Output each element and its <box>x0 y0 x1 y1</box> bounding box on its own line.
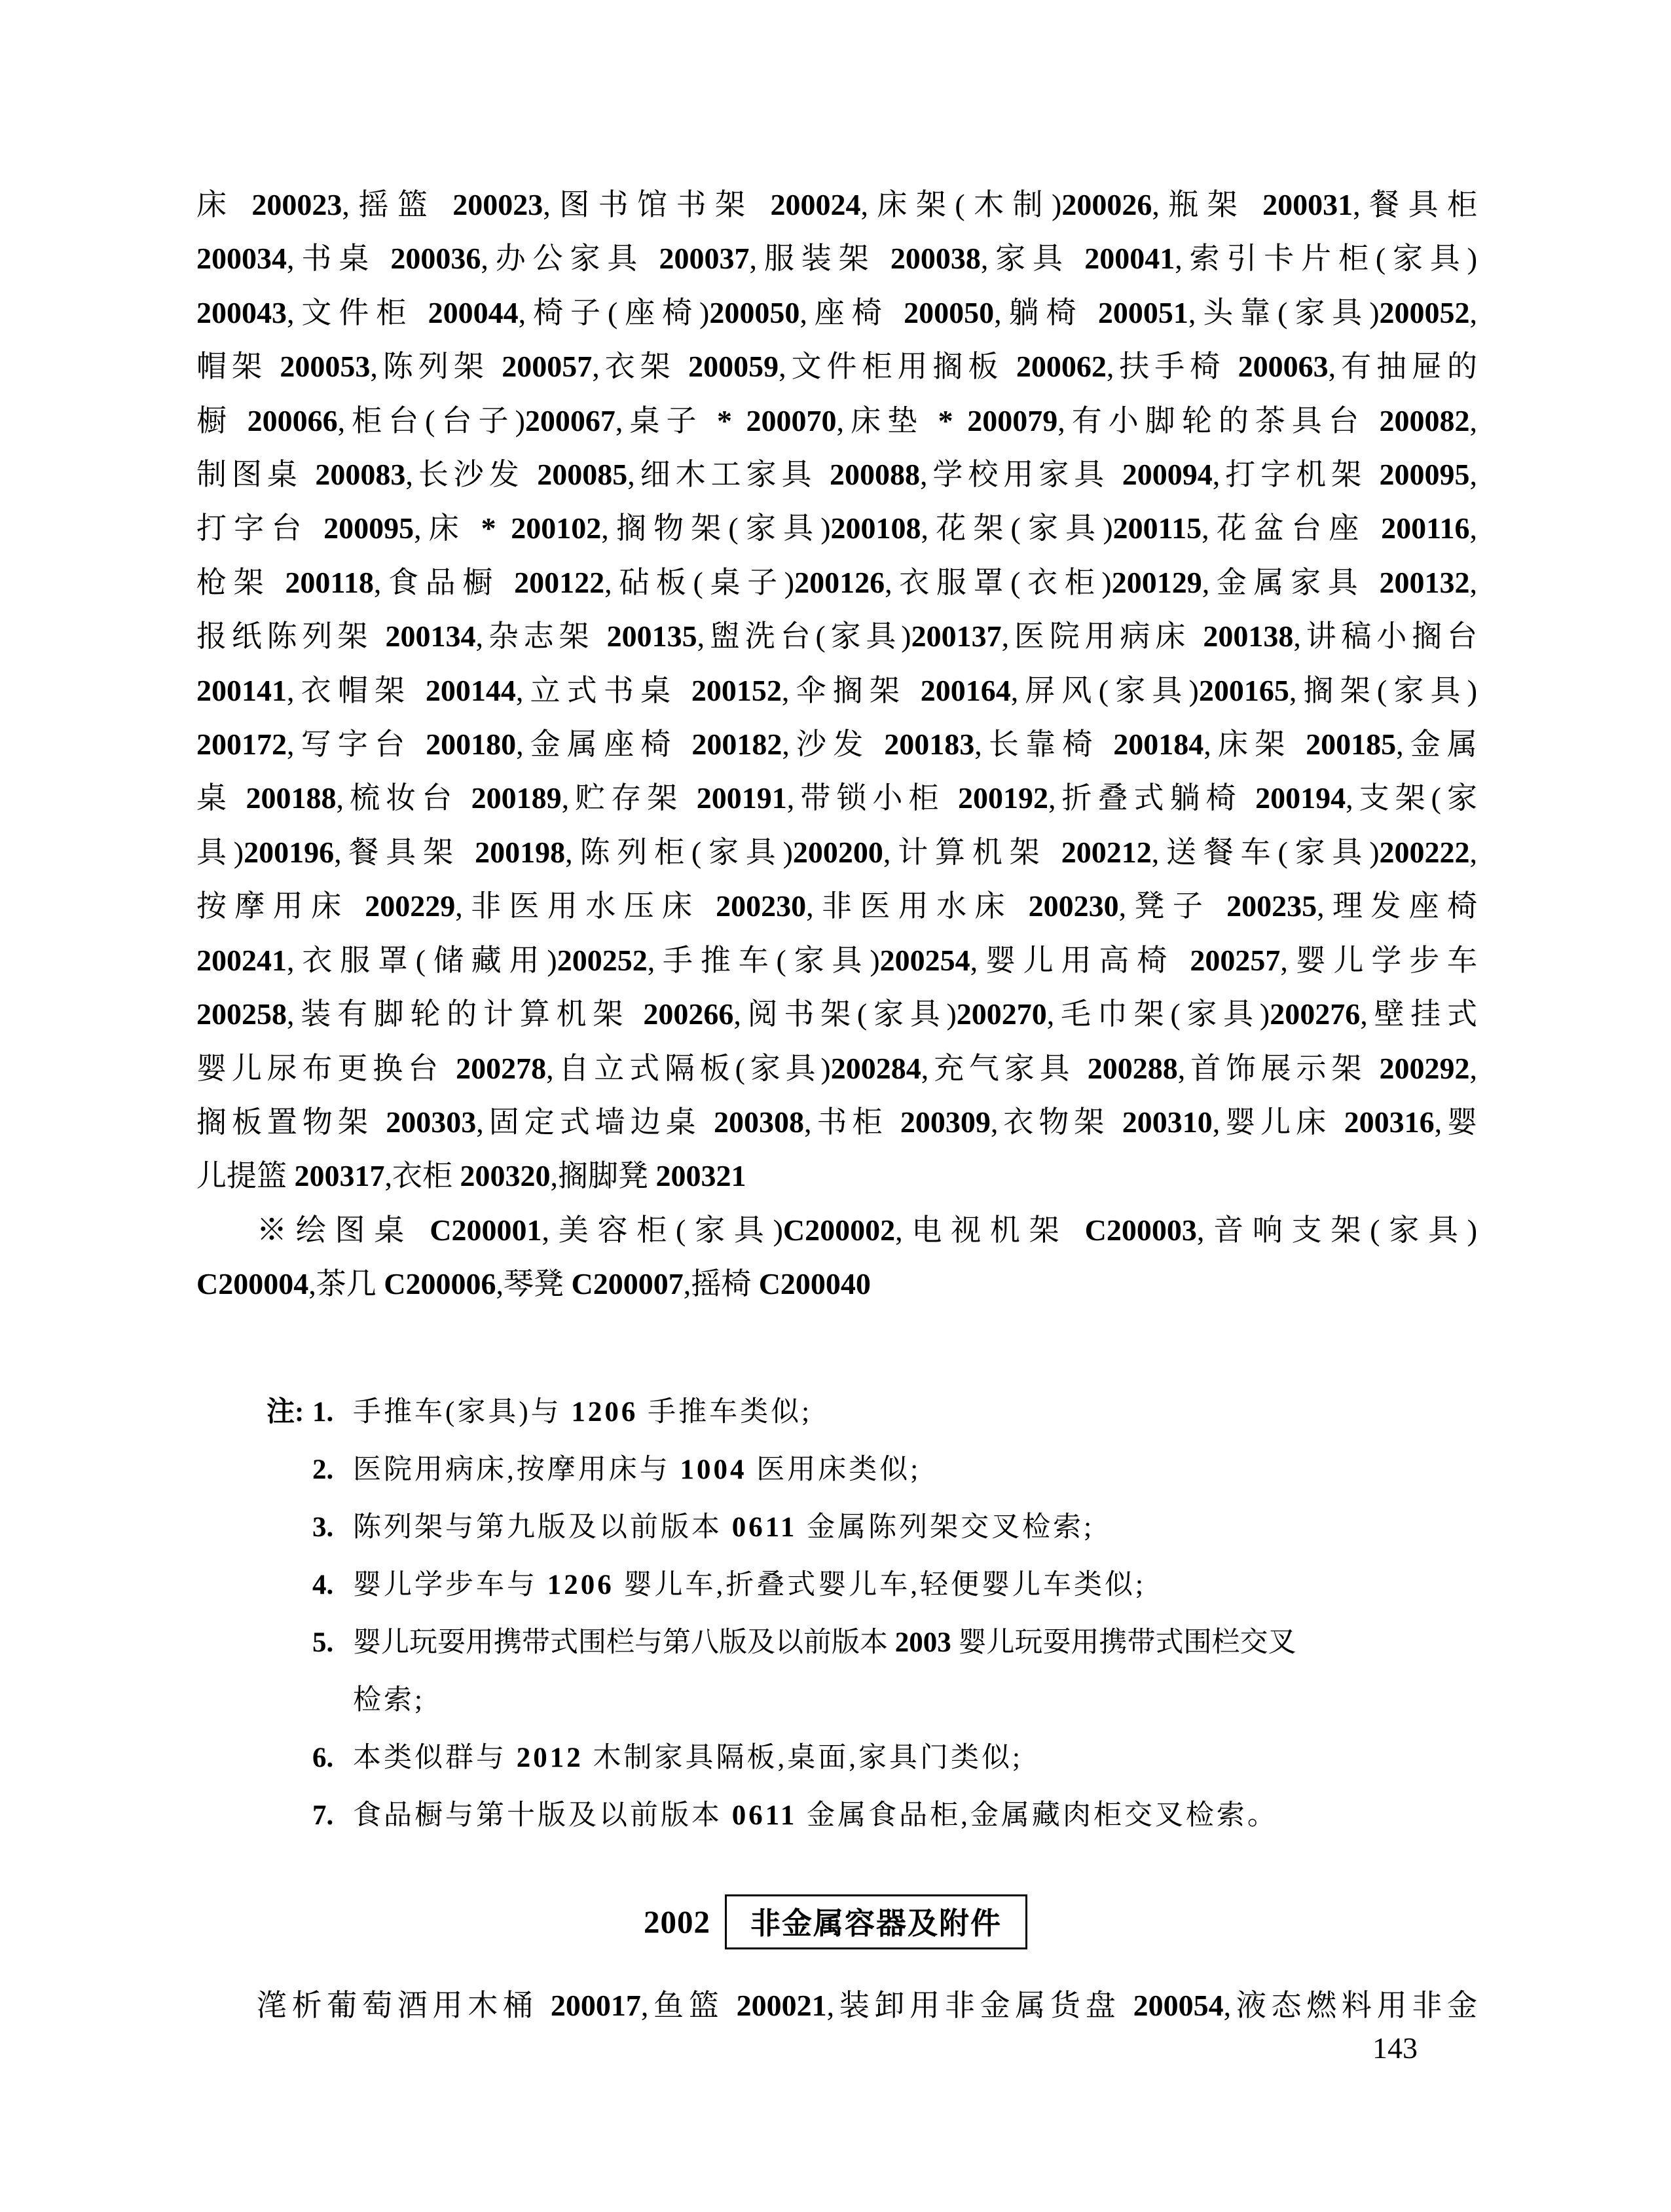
note-text: 食品橱与第十版及以前版本 0611 金属食品柜,金属藏肉柜交叉检索。 <box>353 1799 1278 1831</box>
note-item <box>266 1614 1477 1672</box>
note-item <box>266 1499 1477 1557</box>
note-item <box>266 1557 1477 1614</box>
note-text: 婴儿学步车与 1206 婴儿车,折叠式婴儿车,轻便婴儿车类似; <box>353 1569 1146 1600</box>
body-text-line: 200241,衣服罩(储藏用)200252,手推车(家具)200254,婴儿用高椅 200257,婴儿学步车 <box>196 943 1478 977</box>
body-text-line: 橱 200066,柜台(台子)200067,桌子 * 200070,床垫 * 200079,有小脚轮的茶具台 200082, <box>196 403 1478 437</box>
body-text-line: 滗析葡萄酒用木桶 200017,鱼篮 200021,装卸用非金属货盘 200054,液态燃料用非金 <box>257 1989 1478 2022</box>
body-text-line: 具)200196,餐具架 200198,陈列柜(家具)200200,计算机架 200212,送餐车(家具)200222, <box>196 835 1478 869</box>
note-number: 3. <box>312 1511 334 1543</box>
class-2001-text-block <box>196 178 1477 1845</box>
note-label: 注: <box>266 1396 304 1428</box>
note-number: 2. <box>312 1454 334 1485</box>
body-text-line: 儿提篮 200317,衣柜 200320,搁脚凳 200321 <box>196 1159 746 1193</box>
section-title-box: 非金属容器及附件 <box>725 1894 1027 1949</box>
body-text-line: 桌 200188,梳妆台 200189,贮存架 200191,带锁小柜 200192,折叠式躺椅 200194,支架(家 <box>196 781 1478 815</box>
body-text-line: 按摩用床 200229,非医用水压床 200230,非医用水床 200230,凳子 200235,理发座椅 <box>196 889 1478 923</box>
note-number: 1. <box>312 1396 334 1428</box>
note-number: 7. <box>312 1799 334 1831</box>
body-text-line: 帽架 200053,陈列架 200057,衣架 200059,文件柜用搁板 200062,扶手椅 200063,有抽屉的 <box>196 350 1478 384</box>
supplementary-c-items-line: ※绘图桌 C200001,美容柜(家具)C200002,电视机架 C200003,音响支架(家具) <box>257 1213 1478 1247</box>
notes-section <box>266 1384 1477 1845</box>
note-number: 4. <box>312 1569 334 1600</box>
body-text-line: 200172,写字台 200180,金属座椅 200182,沙发 200183,长靠椅 200184,床架 200185,金属 <box>196 728 1478 762</box>
body-text-line: 婴儿尿布更换台 200278,自立式隔板(家具)200284,充气家具 200288,首饰展示架 200292, <box>196 1051 1478 1085</box>
class-2002-text-block <box>196 1979 1477 2033</box>
section-code: 2002 <box>644 1904 710 1940</box>
section-heading-2002 <box>0 1894 1671 1949</box>
note-text: 婴儿玩耍用携带式围栏与第八版及以前版本 2003 婴儿玩耍用携带式围栏交叉 <box>353 1627 1296 1658</box>
note-item <box>266 1384 1477 1441</box>
body-text-line: 200034,书桌 200036,办公家具 200037,服装架 200038,家具 200041,索引卡片柜(家具) <box>196 242 1478 276</box>
body-text-line: 枪架 200118,食品橱 200122,砧板(桌子)200126,衣服罩(衣柜)200129,金属家具 200132, <box>196 565 1478 599</box>
note-item-continuation <box>266 1672 1477 1729</box>
body-text-line: 床 200023,摇篮 200023,图书馆书架 200024,床架(木制)200026,瓶架 200031,餐具柜 <box>196 188 1478 221</box>
body-text-line: 制图桌 200083,长沙发 200085,细木工家具 200088,学校用家具 200094,打字机架 200095, <box>196 458 1478 492</box>
body-text-line: 搁板置物架 200303,固定式墙边桌 200308,书柜 200309,衣物架 200310,婴儿床 200316,婴 <box>196 1105 1478 1139</box>
note-text: 陈列架与第九版及以前版本 0611 金属陈列架交叉检索; <box>353 1511 1095 1543</box>
page-number: 143 <box>1372 2031 1418 2065</box>
note-number: 5. <box>312 1627 334 1658</box>
body-text-line: 打字台 200095,床 * 200102,搁物架(家具)200108,花架(家具)200115,花盆台座 200116, <box>196 511 1478 545</box>
note-text: 检索; <box>353 1684 425 1716</box>
body-text-line: 200141,衣帽架 200144,立式书桌 200152,伞搁架 200164,屏风(家具)200165,搁架(家具) <box>196 673 1478 707</box>
supplementary-c-items-line: C200004,茶几 C200006,琴凳 C200007,摇椅 C200040 <box>196 1267 871 1301</box>
body-text-line: 200043,文件柜 200044,椅子(座椅)200050,座椅 200050,躺椅 200051,头靠(家具)200052, <box>196 295 1478 329</box>
note-text: 本类似群与 2012 木制家具隔板,桌面,家具门类似; <box>353 1742 1023 1773</box>
note-text: 医院用病床,按摩用床与 1004 医用床类似; <box>353 1454 921 1485</box>
body-text-line: 报纸陈列架 200134,杂志架 200135,盥洗台(家具)200137,医院用病床 200138,讲稿小搁台 <box>196 619 1478 654</box>
note-item <box>266 1787 1477 1845</box>
note-number: 6. <box>312 1742 334 1773</box>
note-item <box>266 1441 1477 1499</box>
body-text-line: 200258,装有脚轮的计算机架 200266,阅书架(家具)200270,毛巾架(家具)200276,壁挂式 <box>196 997 1478 1031</box>
note-item <box>266 1729 1477 1787</box>
note-text: 手推车(家具)与 1206 手推车类似; <box>353 1396 813 1428</box>
